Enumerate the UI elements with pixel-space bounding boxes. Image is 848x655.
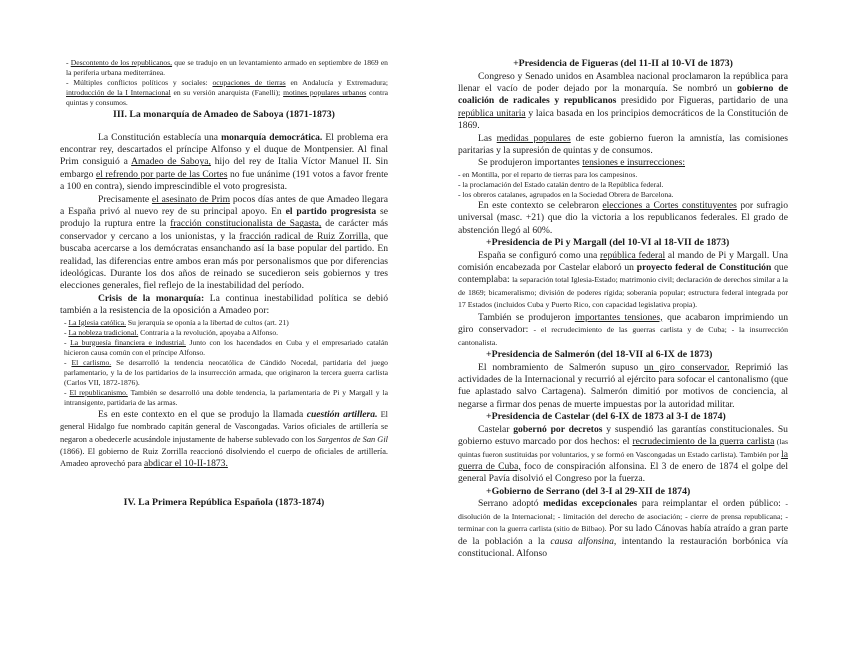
text: contra quintas y consumos. [66, 88, 388, 107]
bold-text: gobierno de coalición de radicales y republicanos [458, 83, 788, 107]
list-item-nobility: - La nobleza tradicional. Contraria a la revolución, apoyaba a Alfonso. [64, 327, 279, 337]
paragraph-serrano [458, 498, 788, 560]
paragraph-tensions [458, 157, 788, 169]
paragraph-salmeron [458, 362, 788, 412]
text: También se desarrolló una doble tendencia, la parlamentaria de Pi y Margall y la intransigente, partidaria de las armas. [64, 387, 388, 407]
underlined-text: elecciones a Cortes constituyentes [602, 199, 737, 211]
text: El problema era encontrar rey, descartados el príncipe Alfonso y el duque de Montpensier. Al final Prim consiguió a [60, 131, 388, 168]
small-text: - disolución de la Internacional; - limitación del derecho de asociación; - cierre de prensa republicana; - terminar con la guerra carlista (sitio de Bilbao). [458, 499, 789, 534]
left-column [60, 58, 388, 509]
bold-text: monarquía democrática. [221, 131, 323, 143]
underlined-text: el refrendo por parte de las Cortes [95, 168, 228, 180]
paragraph-conservative-turn [458, 312, 788, 349]
bold-text: medidas excepcionales [543, 498, 638, 510]
text: Reprimió las actividades de la Internacional y recurrió al ejército para sofocar el cantonalismo (que fue aplastado salvo Cartagena). Salmerón dimitió por motivos de conciencia, al negarse a firmar dos penas de muerte impuestas por la autoridad militar. [458, 361, 788, 410]
section-4-title: IV. La Primera República Española (1873-1874) [123, 496, 325, 508]
heading-salmeron: +Presidencia de Salmerón (del 18-VII al 6-IX de 1873) [486, 348, 713, 360]
list-item-carlism: - El carlismo. Se desarrolló la tendencia neocatólica de Cándido Nocedal, partidaria del juego parlamentario, y la de los partidarios de la insurrección armada, que originaron la tercera guerra carlista (Carlos VII, 1872-1876). [64, 357, 388, 387]
bold-text: gobernó por decretos [513, 423, 603, 435]
underlined-text: La Iglesia católica. [68, 317, 126, 327]
small-text: - el recrudecimiento de las guerras carlista y de Cuba; - la insurrección cantonalista. [458, 325, 788, 347]
paragraph-federal-republic [458, 250, 788, 312]
underlined-text: Amadeo de Saboya, [131, 156, 211, 168]
text: La continua inestabilidad política se debió también a la resistencia de la oposición a Amadeo por: [60, 292, 388, 317]
underlined-text: importantes tensiones, [574, 311, 663, 323]
underlined-text: fracción constitucionalista de Sagasta, [170, 218, 322, 230]
paragraph-prim-assassination [60, 194, 388, 293]
paragraph-popular-measures [458, 133, 788, 158]
list-item-republicanism: - El republicanismo. También se desarrolló una doble tendencia, la parlamentaria de Pi y Margall y la intransigente, partidaria de las armas. [64, 387, 388, 407]
text: intentando la restauración borbónica vía constitucional. Alfonso [458, 535, 789, 559]
list-item-catalan-workers: - los obreros catalanes, agrupados en la Sociedad Obrera de Barcelona. [458, 189, 674, 199]
text: Por su lado Cánovas había atraído a gran parte de la población a la [458, 523, 788, 547]
text: que buscaba acercarse a los demócratas ensanchando así la base popular del partido. En realidad, las diferencias entre ambos eran más por personalismos que por diferencias ideológicas. Durante los dos años de reinado se sucedieron seis gobiernos y tres elecciones generales, fiel reflejo de la inestabilidad del período. [60, 230, 388, 292]
underlined-text: introducción de la I Internacional [66, 88, 171, 97]
text: Contraria a la revolución, apoyaba a Alfonso. [138, 327, 279, 337]
bold-text: proyecto federal de Constitución [636, 262, 772, 274]
text: para reimplantar el orden público: [637, 498, 786, 510]
text: por sufragio universal (masc. +21) que dio la victoria a los republicanos federales. El grado de abstención llegó al 60%. [458, 199, 788, 236]
underlined-text: medidas populares [496, 132, 571, 144]
text: Se produjeron importantes [478, 157, 583, 169]
right-column [458, 58, 788, 560]
list-item-montilla: - en Montilla, por el reparto de tierras para los campesinos. [458, 169, 638, 179]
text: Serrano adoptó [478, 498, 544, 510]
list-item-bourgeoisie: - La burguesía financiera e industrial. Junto con los hacendados en Cuba y el empresariado catalán hicieron causa común con el príncipe Alfonso. [64, 337, 388, 357]
text: de carácter más conservador y cercano a los unionistas, y la [60, 218, 388, 242]
text: pocos días antes de que Amadeo llegara a España privó al nuevo rey de su principal apoyo. En [60, 193, 388, 218]
text: foco de conspiración alfonsina. El 3 de enero de 1874 el golpe del general Pavía disolvió el Congreso por la fuerza. [458, 460, 788, 485]
text: (1866). El gobierno de Ruiz Zorrilla reaccionó disolviendo el cuerpo de oficiales de artillería. Amadeo aprovechó para [60, 446, 388, 469]
underlined-text: el asesinato de Prim [151, 193, 231, 205]
underlined-text: abdicar el 10-II-1873. [143, 458, 228, 470]
heading-figueras: +Presidencia de Figueras (del 11-II al 10-VI de 1873) [513, 58, 733, 69]
heading-serrano: +Gobierno de Serrano (del 3-I al 29-XII de 1874) [486, 485, 691, 497]
heading-castelar: +Presidencia de Castelar (del 6-IX de 1873 al 3-I de 1874) [486, 411, 726, 423]
bold-italic-text: cuestión artillera. [306, 408, 378, 420]
underlined-text: La burguesía financiera e industrial. [70, 337, 186, 347]
underlined-text: república federal [600, 249, 666, 261]
text: de este gobierno fueron la amnistía, las comisiones paritarias y la supresión de quintas y de consumos. [458, 132, 789, 157]
text: hijo del rey de Italia Víctor Manuel II. Sin embargo [60, 156, 389, 180]
paragraph-monarchy-crisis [60, 293, 388, 318]
underlined-text: ocupaciones de tierras [212, 78, 286, 87]
paragraph-figueras-government [458, 71, 788, 133]
text: La Constitución establecía una [98, 131, 222, 143]
text: no fue unánime (191 votos a favor frente a 100 en contra), siendo imprescindible el voto progresista. [60, 168, 389, 193]
text: en su versión anarquista (Fanelli); [170, 88, 284, 97]
underlined-text: república unitaria [458, 107, 526, 119]
bullet-republican-discontent [60, 58, 388, 78]
underlined-text: fracción radical de Ruiz Zorrilla, [239, 230, 371, 242]
text: Congreso y Senado unidos en Asamblea nacional proclamaron la república para llenar el vacío de poder dejado por la monarquía. Se nombró un [458, 70, 788, 94]
text: Se desarrolló la tendencia neocatólica de Cándido Nocedal, partidaria del juego parlamentario, y la de los partidarios de la insurrección armada, que originaron la tercera guerra carlista (Carlos VII, 1872-1876). [64, 357, 388, 387]
small-text: (las quintas fueron sustituidas por voluntarios, y se formó en Vascongadas un Estado carlista). También por [458, 437, 788, 459]
text: presidido por Figueras, partidario de una [616, 95, 788, 107]
bullet-social-conflicts [60, 78, 388, 108]
text: en Andalucía y Extremadura; [285, 78, 388, 87]
underlined-text: recrudecimiento de la guerra carlista [632, 436, 775, 448]
underlined-text: un giro conservador. [644, 361, 730, 373]
underlined-text: la guerra de Cuba, [458, 448, 788, 472]
text: y suspendió las garantías constitucionales. Su gobierno estuvo marcado por dos hechos: el [458, 423, 788, 448]
italic-text: causa alfonsina, [550, 535, 617, 547]
paragraph-castelar [458, 424, 788, 486]
text: que contemplaba: [458, 262, 788, 286]
text: También se produjeron [478, 311, 575, 323]
text: España se configuró como una [478, 249, 601, 261]
text: Castelar [478, 423, 514, 435]
text: En este contexto se celebraron [478, 199, 603, 211]
bold-text: el partido progresista [285, 206, 377, 218]
list-item-catalan-state: - la proclamación del Estado catalán dentro de la República federal. [458, 179, 664, 189]
paragraph-artillery-question [60, 409, 388, 471]
text: y laica basada en los principios democráticos de la Constitución de 1869. [458, 107, 788, 132]
text: al mando de Pi y Margall. Una comisión encabezada por Castelar elaboró un [458, 249, 788, 274]
text: que acabaron imprimiendo un giro conservador: [458, 311, 788, 336]
paragraph-democratic-monarchy [60, 132, 388, 194]
text: - [66, 58, 71, 67]
underlined-text: motines populares urbanos [283, 88, 367, 97]
text: El nombramiento de Salmerón supuso [478, 361, 645, 373]
text: El general Hidalgo fue nombrado capitán general de Vascongadas. Varios oficiales de artillería se negaron a obedecerle acusándole injustamente de haberse sublevado con los [60, 409, 389, 444]
text: Junto con los hacendados en Cuba y el empresariado catalán hicieron causa común con el príncipe Alfonso. [64, 337, 388, 357]
spacer [60, 471, 388, 497]
text: Las [478, 132, 497, 144]
underlined-text: tensiones e insurrecciones: [582, 157, 686, 169]
underlined-text: Descontento de los republicanos, [70, 58, 173, 67]
small-text: la separación total Iglesia-Estado; matrimonio civil; declaración de derechos similar a la de 1869; bicameralismo; división de poderes rígida; soberanía popular; estructura federal integrada por 17 Estados (incluidos Cuba y Puerto Rico, con capacidad legislativa propia). [458, 275, 788, 310]
text: se produjo la ruptura entre la [60, 206, 388, 230]
text: Precisamente [98, 193, 152, 205]
heading-pi-y-margall: +Presidencia de Pi y Margall (del 10-VI al 18-VII de 1873) [486, 237, 730, 249]
underlined-text: La nobleza tradicional. [68, 327, 139, 337]
text: Es en este contexto en el que se produjo la llamada [98, 408, 307, 420]
bold-text: Crisis de la monarquía: [98, 292, 205, 304]
underlined-text: El republicanismo. [69, 387, 128, 397]
text: Su jerarquía se oponía a la libertad de cultos (art. 21) [126, 317, 289, 327]
section-3-title: III. La monarquía de Amadeo de Saboya (1871-1873) [113, 109, 335, 120]
text: - Múltiples conflictos políticos y sociales: [66, 78, 213, 87]
paragraph-elections [458, 200, 788, 237]
list-item-church: - La Iglesia católica. Su jerarquía se oponía a la libertad de cultos (art. 21) [64, 317, 289, 327]
underlined-text: El carlismo. [71, 357, 112, 367]
text: que se tradujo en un levantamiento armado en septiembre de 1869 en la periferia urbana mediterránea. [66, 58, 388, 77]
italic-text: Sargentos de San Gil [317, 434, 389, 444]
